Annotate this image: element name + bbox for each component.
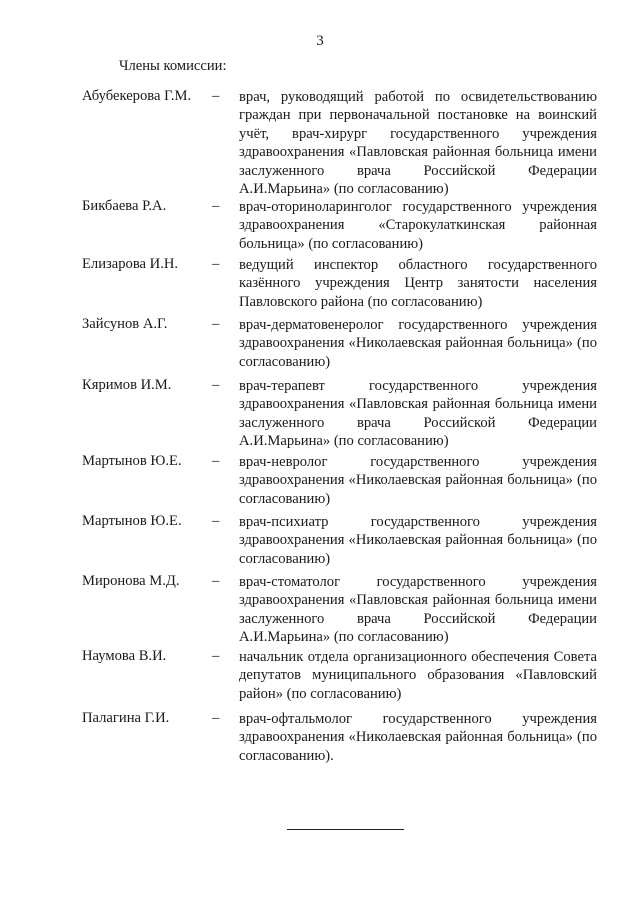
member-name: Мартынов Ю.Е. (82, 513, 182, 529)
member-name: Мартынов Ю.Е. (82, 453, 182, 469)
member-description: врач-оториноларинголог государственного учреждения здравоохранения «Старокулаткинская районная больница» (по согласованию) (239, 199, 597, 252)
member-name: Миронова М.Д. (82, 573, 180, 589)
member-description: начальник отдела организационного обеспечения Совета депутатов муниципального образования «Павловский район» (по согласованию) (239, 649, 597, 702)
member-description: врач, руководящий работой по освидетельствованию граждан при первоначальной постановке на воинский учёт, врач-хирург государственного учреждения здравоохранения «Павловская районная больница имени заслуженного врача Российской Федерации А.И.Марьина» (по согласованию) (239, 89, 597, 198)
members-heading: Члены комиссии: (119, 58, 227, 74)
member-description: врач-стоматолог государственного учреждения здравоохранения «Павловская районная больница имени заслуженного врача Российской Федерации А.И.Марьина» (по согласованию) (239, 574, 597, 646)
member-dash: – (212, 453, 220, 469)
member-description: врач-офтальмолог государственного учреждения здравоохранения «Николаевская районная больница» (по согласованию). (239, 711, 597, 764)
member-description: врач-психиатр государственного учреждения здравоохранения «Николаевская районная больница» (по согласованию) (239, 514, 597, 567)
closing-rule (287, 829, 404, 830)
member-description: врач-терапевт государственного учреждения здравоохранения «Павловская районная больница имени заслуженного врача Российской Федерации А.И.Марьина» (по согласованию) (239, 378, 597, 450)
member-name: Абубекерова Г.М. (82, 88, 192, 104)
member-name: Елизарова И.Н. (82, 256, 179, 272)
member-dash: – (212, 256, 220, 272)
page-number: 3 (316, 33, 324, 49)
member-description: врач-невролог государственного учреждения здравоохранения «Николаевская районная больница» (по согласованию) (239, 454, 597, 507)
member-dash: – (212, 648, 220, 664)
member-description: ведущий инспектор областного государственного казённого учреждения Центр занятости населения Павловского района (по согласованию) (239, 257, 597, 310)
member-name: Наумова В.И. (82, 648, 167, 664)
member-name: Бикбаева Р.А. (82, 198, 167, 214)
member-dash: – (212, 377, 220, 393)
member-name: Палагина Г.И. (82, 710, 170, 726)
member-dash: – (212, 573, 220, 589)
member-dash: – (212, 513, 220, 529)
member-name: Кяримов И.М. (82, 377, 172, 393)
member-description: врач-дерматовенеролог государственного учреждения здравоохранения «Николаевская районная больница» (по согласованию) (239, 317, 597, 370)
member-name: Зайсунов А.Г. (82, 316, 168, 332)
member-dash: – (212, 88, 220, 104)
member-dash: – (212, 710, 220, 726)
member-dash: – (212, 198, 220, 214)
member-dash: – (212, 316, 220, 332)
